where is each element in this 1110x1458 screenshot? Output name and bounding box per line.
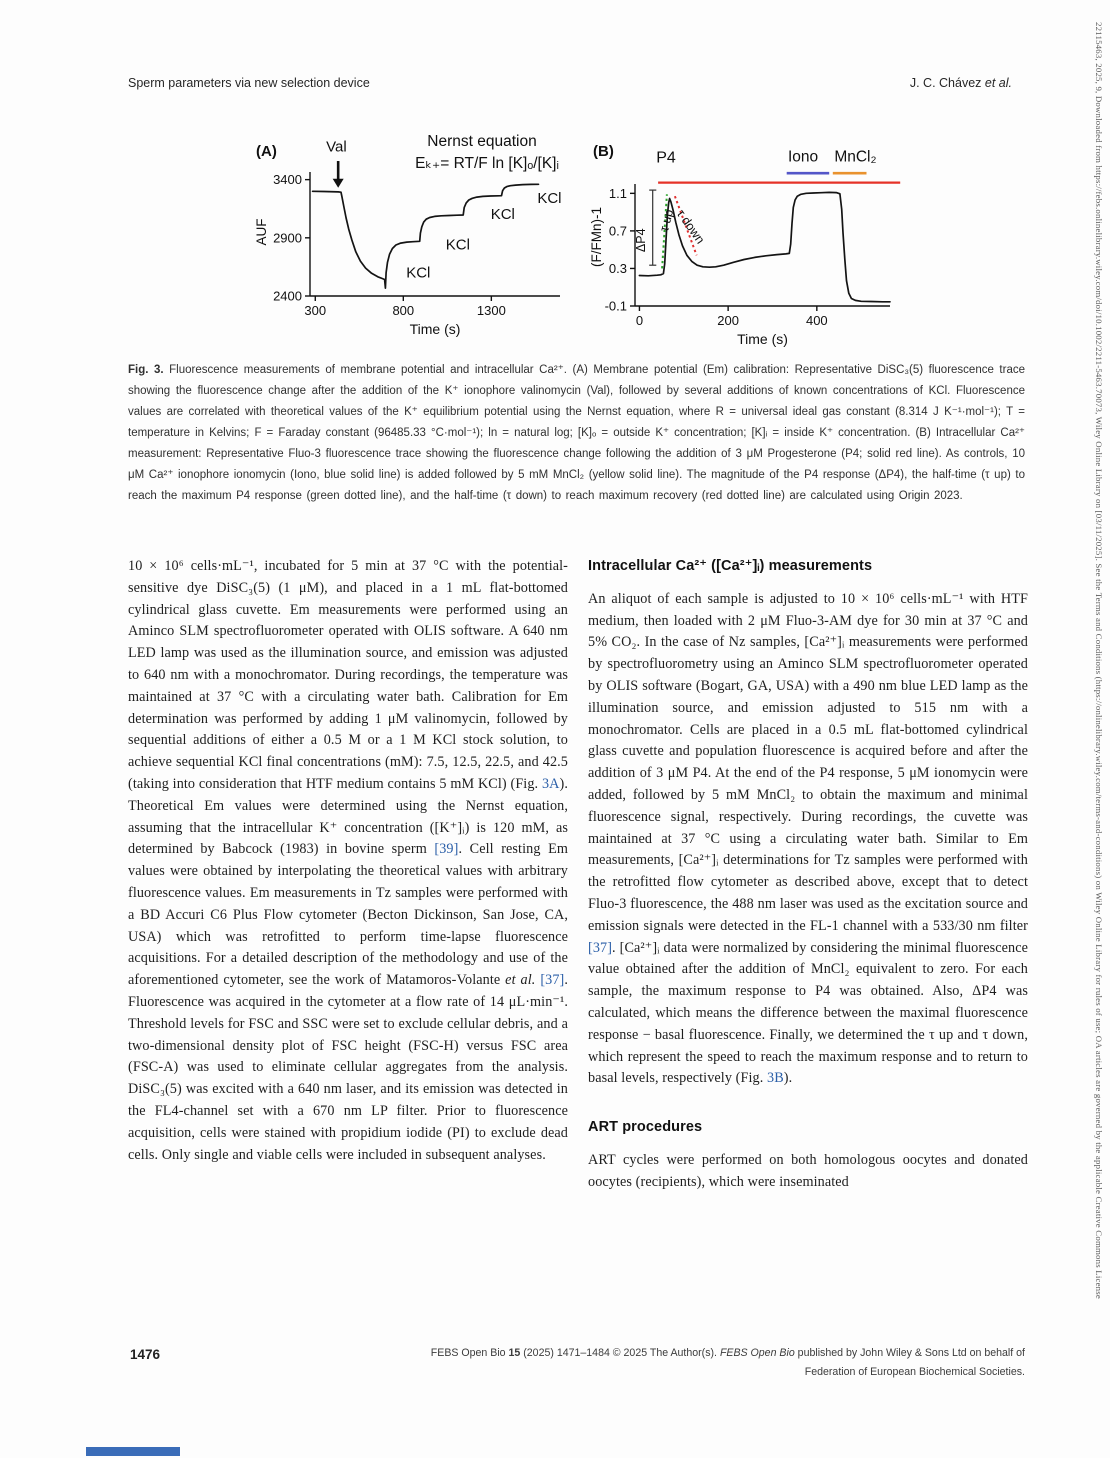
svg-text:(B): (B) [593, 143, 614, 160]
body-paragraph [128, 556, 568, 1166]
svg-text:KCl: KCl [406, 264, 431, 282]
svg-text:AUF: AUF [254, 218, 269, 246]
publisher-credit [325, 1344, 1025, 1382]
svg-text:Iono: Iono [787, 148, 819, 166]
svg-text:τ down: τ down [673, 207, 708, 247]
svg-text:2400: 2400 [273, 288, 302, 304]
svg-text:Eₖ₊= RT/F ln [K]ₒ/[K]ᵢ: Eₖ₊= RT/F ln [K]ₒ/[K]ᵢ [415, 155, 559, 172]
svg-text:3400: 3400 [273, 172, 302, 188]
figure-link-3A[interactable]: 3A [541, 775, 560, 792]
body-text: . [Ca²⁺]ᵢ data were normalized by considering the minimal fluorescence value obtained after the addition of MnCl₂ equivalent to zero. For each sample, the maximum response to P4 was obtained. Also, ΔP4 was calculated, which means the difference between the maximal fluorescence response − basal fluorescence. Finally, we determined the τ up and τ down, which represent the speed to reach the maximum response and to return to basal levels, respectively (Fig. [588, 939, 1028, 1087]
svg-text:KCl: KCl [490, 206, 515, 224]
svg-text:1300: 1300 [476, 303, 506, 318]
reference-link-37-2[interactable]: [37] [588, 939, 613, 956]
svg-text:0.7: 0.7 [608, 223, 627, 239]
svg-text:P4: P4 [656, 149, 676, 167]
svg-text:200: 200 [717, 313, 739, 328]
svg-text:1.1: 1.1 [608, 185, 627, 201]
svg-text:Time (s): Time (s) [737, 331, 788, 347]
svg-text:MnCl₂: MnCl₂ [834, 148, 877, 166]
footer-text: (2025) 1471–1484 © 2025 The Author(s). [520, 1347, 720, 1359]
svg-text:(A): (A) [256, 143, 277, 160]
svg-text:300: 300 [304, 303, 327, 318]
bottom-blue-bar [86, 1447, 180, 1456]
section-heading-calcium: Intracellular Ca²⁺ ([Ca²⁺]ᵢ) measurements [588, 558, 873, 574]
svg-text:800: 800 [392, 303, 415, 318]
footer-text: FEBS Open Bio [430, 1347, 509, 1359]
body-text: 10 × 10⁶ cells·mL⁻¹, incubated for 5 min at 37 °C with the potential-sensitive dye DiSC₃(5) (1 μM), and placed in a 1 mL flat-bottomed cylindrical glass cuvette. Em measurements were performed using an Aminco SLM spectrofluorometer operated with OLIS software. A 640 nm LED lamp was used as the illumination source, and emission was adjusted to 640 nm with a monochromator. During recordings, the temperature was maintained at 37 °C with a circulating water bath. Calibration for Em determination was performed by adding 1 μM valinomycin, followed by sequential additions of either a 0.5 M or a 1 M KCl stock solution, to achieve sequential KCl final concentrations (mM): 7.5, 12.5, 22.5, and 42.5 (taking into consideration that HTF medium contains 5 mM KCl) (Fig. [128, 558, 568, 792]
journal-name-italic: FEBS Open Bio [719, 1347, 795, 1359]
body-text: ). Theoretical Em values were determined using the Nernst equation, assuming that the intracellular K⁺ concentration ([K⁺]ᵢ) is 120 mM, as determined by Babcock (1983) in bovine sperm [128, 775, 568, 858]
body-paragraph [588, 589, 1028, 1090]
body-paragraph [588, 1150, 1028, 1194]
svg-text:τ up: τ up [656, 207, 677, 234]
svg-text:0.3: 0.3 [608, 260, 627, 276]
publisher-credit-line2: Federation of European Biochemical Societies. [804, 1366, 1025, 1379]
figure-link-3B[interactable]: 3B [767, 1070, 784, 1087]
membrane-potential-chart [250, 128, 580, 340]
svg-text:KCl: KCl [537, 189, 562, 207]
svg-text:KCl: KCl [445, 236, 470, 254]
author-name: J. C. Chávez [909, 76, 985, 90]
figure-caption-label: Fig. 3. [128, 364, 164, 376]
body-text: ). [783, 1070, 793, 1087]
section-heading-art: ART procedures [588, 1119, 703, 1136]
body-text: An aliquot of each sample is adjusted to 10 × 10⁶ cells·mL⁻¹ with HTF medium, then loaded with 2 μM Fluo-3-AM dye for 30 min at 37 °C and 5% CO₂. In the case of Nz samples, [Ca²⁺]ᵢ measurements were performed by spectrofluorometry using an Aminco SLM spectrofluorometer operated by OLIS software (Bogart, GA, USA) with a 490 nm blue LED lamp as the illumination source, and emission adjusted to 515 nm with a monochromator. Cells are placed in a 0.5 mL flat-bottomed cylindrical glass cuvette and population fluorescence is acquired before and after the addition of 3 μM P4. At the end of the P4 response, 5 μM ionomycin were added, followed by 5 mM MnCl₂ to obtain the maximum and minimal fluorescence signal, respectively. During recordings, the cuvette was maintained at 37 °C using a circulating water bath. Similar to Em measurements, [Ca²⁺]ᵢ determinations for Tz samples were performed with the retrofitted flow cytometer as described above, except that to detect Fluo-3 fluorescence, the 488 nm laser was used as the excitation source and emission signals were detected in the FL-1 channel with a 533/30 nm filter [588, 590, 1028, 934]
download-provenance-sidebar: 22115463, 2025, 9, Downloaded from https://febs.onlinelibrary.wiley.com/doi/10.1002/2211-5463.70073, Wiley Online Library on [03/11/2025]. See the Terms and Conditions (https://onlinelibrary.wiley.com/terms-and-conditions) on Wiley Online Library for rules of use; OA articles are governed by the applicable Creative Commons License [1094, 22, 1104, 1299]
left-column [128, 556, 568, 1166]
svg-text:0: 0 [635, 313, 644, 328]
running-head-right [910, 76, 1012, 90]
figure-3b-wrap [585, 128, 915, 358]
volume-number: 15 [508, 1347, 521, 1359]
figure-caption-text: Fluorescence measurements of membrane potential and intracellular Ca²⁺. (A) Membrane potential (Em) calibration: Representative DiSC₃(5) fluorescence trace showing the fluorescence change after the addition of the K⁺ ionophore valinomycin (Val), followed by several additions of known concentrations of KCl. Fluorescence values are correlated with theoretical values of the K⁺ equilibrium potential using the Nernst equation, where R = universal ideal gas constant (8.314 J K⁻¹·mol⁻¹); T = temperature in Kelvins; F = Faraday constant (96485.33 °C·mol⁻¹); ln = natural log; [K]ₒ = outside K⁺ concentration; [K]ᵢ = inside K⁺ concentration. (B) Intracellular Ca²⁺ measurement: Representative Fluo-3 fluorescence trace showing the fluorescence change following the addition of 3 μM Progesterone (P4; solid red line). As controls, 10 μM Ca²⁺ ionophore ionomycin (Iono, blue solid line) is added followed by 5 mM MnCl₂ (yellow solid line). The magnitude of the P4 response (ΔP4), the half-time (τ up) to reach the maximum P4 response (green dotted line), and the half-time (τ down) to reach maximum recovery (red dotted line) are calculated using Origin 2023. [128, 364, 1025, 502]
publisher-credit-line1 [325, 1344, 1025, 1363]
body-text: . Fluorescence was acquired in the cytometer at a flow rate of 14 μL·min⁻¹. Threshold levels for FSC and SSC were set to exclude cellular debris, and a two-dimensional density plot of FSC height (FSC-H) versus FSC area (FSC-A) was used to eliminate cellular aggregates from the analysis. DiSC₃(5) was excited with a 640 nm laser, and its emission was detected in the FL4-channel set with a 670 nm LP filter. Prior to fluorescence acquisition, cells were stained with propidium iodide (PI) to exclude dead cells. Only single and viable cells were included in subsequent analyses. [128, 972, 569, 1163]
figure-3 [250, 128, 580, 345]
svg-text:Time (s): Time (s) [409, 321, 461, 337]
author-etal: et al. [984, 76, 1012, 90]
svg-text:2900: 2900 [273, 230, 302, 246]
right-column [588, 556, 1028, 1194]
svg-text:Val: Val [326, 138, 347, 156]
calcium-chart [585, 128, 915, 353]
svg-text:400: 400 [805, 313, 828, 328]
svg-text:ΔP4: ΔP4 [633, 228, 648, 253]
footer-text: published by John Wiley & Sons Ltd on behalf of [794, 1347, 1025, 1359]
page-number: 1476 [130, 1347, 161, 1362]
reference-link-37[interactable]: [37] [540, 972, 565, 989]
running-head-left: Sperm parameters via new selection device [128, 76, 370, 90]
reference-link-39[interactable]: [39] [434, 841, 459, 858]
etal-italic: et al. [505, 972, 536, 989]
body-text: ART cycles were performed on both homologous oocytes and donated oocytes (recipients), which were inseminated [588, 1151, 1028, 1190]
figure-caption [128, 360, 1025, 507]
svg-text:Nernst equation: Nernst equation [427, 133, 537, 150]
svg-text:(F/FMn)-1: (F/FMn)-1 [589, 207, 604, 267]
svg-text:-0.1: -0.1 [604, 298, 627, 314]
body-text: . Cell resting Em values were obtained by interpolating the theoretical values with arbitrary fluorescence values. Em measurements in Tz samples were performed with a BD Accuri C6 Plus Flow cytometer (Becton Dickinson, San Jose, CA, USA) which was retrofitted to perform time-lapse fluorescence acquisitions. For a detailed description of the methodology and use of the aforementioned cytometer, see the work of Matamoros-Volante [128, 841, 568, 989]
